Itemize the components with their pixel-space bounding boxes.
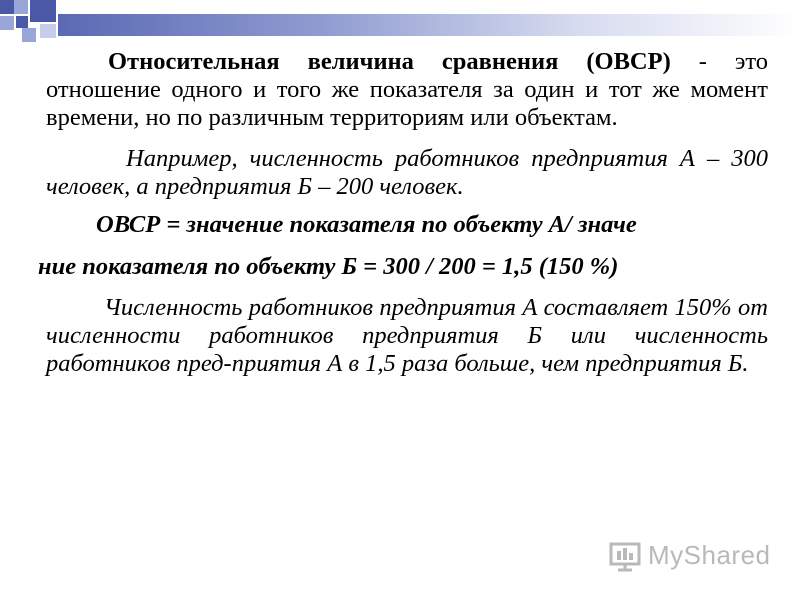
formula-line-2: ние показателя по объекту Б = 300 / 200 = 1,5 (150 %) xyxy=(38,253,619,280)
slide-body xyxy=(38,48,769,378)
presentation-board-icon xyxy=(608,538,642,572)
conclusion-paragraph: Численность работников предприятия А составляет 150% от численности работников предприятия Б или численность работников пред-приятия А в 1,5 раза больше, чем предприятия Б. xyxy=(46,294,768,377)
decor-square-7 xyxy=(40,24,56,38)
decor-square-1 xyxy=(0,0,14,14)
decor-square-4 xyxy=(0,16,14,30)
example-paragraph: Например, численность работников предприятия А – 300 человек, а предприятия Б – 200 человек. xyxy=(46,145,768,200)
watermark xyxy=(608,538,771,572)
header-gradient-bar xyxy=(58,14,800,36)
decor-square-2 xyxy=(14,0,28,14)
decor-square-6 xyxy=(22,28,36,42)
definition-text: - это отношение одного и того же показателя за один и тот же момент времени, но по различным территориям или объектам. xyxy=(46,48,769,131)
decor-square-5 xyxy=(16,16,28,28)
decor-square-3 xyxy=(30,0,56,22)
definition-term: Относительная величина сравнения (ОВСР) xyxy=(108,48,671,75)
formula-line-1: ОВСР = значение показателя по объекту А/ значе xyxy=(96,211,637,238)
definition-paragraph xyxy=(46,48,768,132)
watermark-text: MyShared xyxy=(648,539,771,570)
